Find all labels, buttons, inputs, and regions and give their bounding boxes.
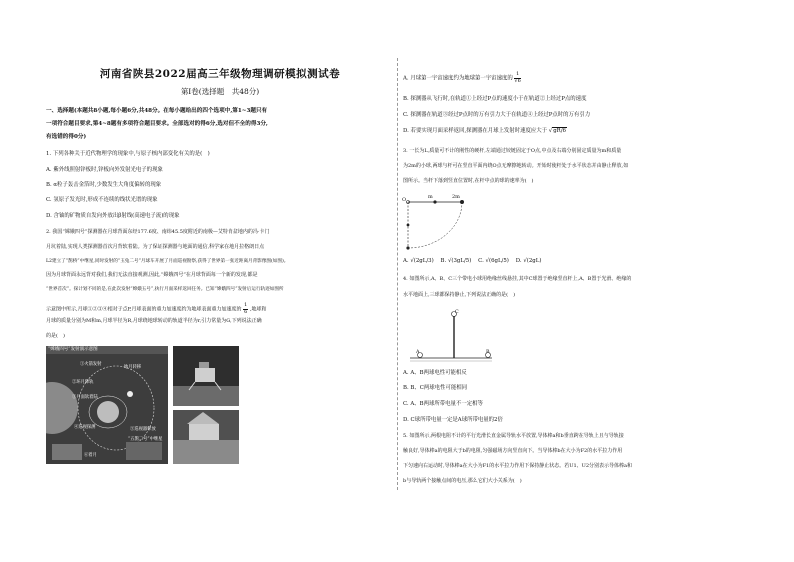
- rover-photo: [173, 410, 239, 464]
- q3-line-1: 3. 一长为L,质量可不计的刚性的硬杆,左端通过铰链固定于O点,中点及右端分别固定质量为m和质量: [403, 148, 622, 154]
- q3-label-2m: 2m: [452, 194, 460, 200]
- q3-options: [403, 258, 541, 265]
- q3-option-c-label: C.: [478, 258, 484, 264]
- q3-option-d-value: √(2gL): [523, 258, 542, 264]
- q5-line-3: 下匀速向右运动时,导体棒a在大小为F1的水平拉力作用下保持静止状态。若U1、U2分别表示导体棒a和: [403, 463, 632, 469]
- lander-photo: [173, 346, 239, 406]
- q3-option-b-value: √(3gL/5): [447, 258, 472, 264]
- q1-option-c: C. 氢原子发光时,形成不连续的线状光谱的现象: [46, 197, 158, 203]
- q5-line-4: b与导轨两个接触点间的电压,那么它们大小关系为( ): [403, 478, 522, 484]
- q2-line-3: L2建立了“鹊桥”中继星,同时发射的“玉兔二号”月球车开展了月面巡视勘察,获得了世界第一张近距离月背影像图(如图)。: [46, 259, 289, 264]
- q2-fraction-one-sixth: $\frac{1}{6}$: [244, 302, 248, 315]
- column-divider: [397, 58, 398, 490]
- q4-label-c: C: [455, 310, 459, 315]
- q2-option-d: [403, 128, 567, 135]
- exam-title: 河南省陕县2022届高三年级物理调研模拟测试卷: [99, 68, 341, 80]
- q2-line-6: [46, 303, 267, 315]
- q3-option-b-label: B.: [440, 258, 447, 264]
- mission-diagram-figure: [46, 346, 168, 464]
- mission-label-5: ④巡视探测: [74, 425, 96, 430]
- q2-line-2: 月坑着陆,实现人类探测器首次月背软着陆。为了保证探测器与地面的通信,科学家在地月拉格朗日点: [46, 244, 265, 250]
- q4-charges-figure: [406, 306, 496, 364]
- q3-option-d-label: D.: [515, 258, 522, 264]
- q1-stem: 1. 下列各种关于近代物理学的现象中,与原子核内部变化有关的是( ): [46, 151, 210, 157]
- q5-line-2: 触良好,导体棒a的电阻大于b的电阻,匀强磁场方向竖直向下。当导体棒b在大小为F2的水平拉力作用: [403, 448, 623, 454]
- mission-label-2: ②环月降轨: [72, 380, 94, 385]
- q1-option-a: A. 紫外线照射锌板时,锌板向外发射光电子的现象: [46, 167, 163, 173]
- q2-option-b: B. 探测器从飞行时,在轨道①上经过P点的速度小于在轨道②上经过P点的速度: [403, 96, 587, 102]
- moon-shape: [97, 401, 119, 423]
- mission-diagram-svg: [46, 346, 168, 464]
- mission-label-8: ⑥着月: [84, 453, 97, 458]
- q2-line-8: 的是( ): [46, 333, 65, 339]
- q3-rod-figure: [400, 192, 470, 252]
- q2-option-d-sqrt: √gR/6: [548, 128, 566, 134]
- q4-option-b: B. B、C两球电性可能相同: [403, 385, 467, 391]
- mission-label-7: “五鹊二号”中继星: [128, 437, 163, 442]
- q3-option-c-value: √(6gL/5): [485, 258, 509, 264]
- q4-line-1: 4. 如图所示,A、B、C三个带电小球用绝缘丝线悬挂,其中C球置于绝缘竖直杆上,A、B置于光滑、绝缘的: [403, 276, 632, 282]
- q2-option-a: [403, 72, 521, 84]
- q2-option-d-text: D. 若要实现月面采样返回,探测器在月球上发射时速度应大于: [403, 128, 548, 134]
- q4-option-c: C. A、B两球所带电量不一定相等: [403, 401, 483, 407]
- q4-option-d: D. C球所带电量一定是A球所带电量的2倍: [403, 417, 503, 423]
- q2-line-6-text: 示意图中所示,月球①②③④相对于点P,月球表面的重力加速度约为地球表面重力加速度的: [46, 306, 242, 313]
- instructions-line-2: 一项符合题目要求,第4~8题有多项符合题目要求。全部选对的得6分,选对但不全的得3分,: [46, 121, 268, 127]
- q3-label-m: m: [428, 194, 433, 200]
- instructions-line-1: 一、选择题(本题共8小题,每小题6分,共48分。在每小题给出的四个选项中,第1~3题只有: [46, 108, 268, 114]
- q2-line-7: 月球的质量分别为M和m,月球半径为R,月球绕地球转动的轨道半径为r,引力常量为G,下列说法正确: [46, 318, 262, 324]
- q2-line-4: 因为月球背面永远背对我们,我们无法直接观测,因此,“嫦娥四号”在月球背面每一个新的发现,都是: [46, 272, 258, 278]
- q3-option-a-value: √(2gL/3): [410, 258, 434, 264]
- mission-label-6: ⑤巡视器释放: [130, 427, 156, 432]
- q4-label-b: B: [486, 350, 490, 355]
- instructions-line-3: 有选错的得0分): [46, 134, 87, 140]
- q4-label-a: A: [416, 350, 420, 355]
- q1-option-b: B. α粒子轰击金箔时,少数发生大角度偏转的现象: [46, 182, 162, 188]
- q1-option-d: D. 含铀的矿物质自发向外放出β射线(高速电子流)的现象: [46, 213, 180, 219]
- q3-option-a-label: A.: [403, 258, 409, 264]
- q4-line-2: 水平地面上,三球都保持静止,下列说法正确的是( ): [403, 292, 516, 298]
- mission-label-3: 地月转移: [124, 365, 142, 370]
- q4-option-a: A. A、B两球电性可能相反: [403, 370, 467, 376]
- q3-label-o: O: [402, 197, 407, 203]
- q5-line-1: 5. 如图所示,两根电阻不计的平行光滑长直金属导轨水平放置,导体棒a和b垂直跨在导轨上且与导轨接: [403, 433, 624, 439]
- q2-line-1: 2. 我国“嫦娥四号”探测器在月球背面东经177.6度、南纬45.5度附近的南极—艾特肯盆地内的冯·卡门: [46, 229, 270, 235]
- mission-label-4: ③月面软着陆: [72, 395, 98, 400]
- q2-option-a-fraction: $\frac{1}{√6}$: [514, 71, 521, 84]
- q2-line-6-tail: ,地球和: [249, 306, 267, 313]
- mission-label-1: ①火箭发射: [80, 362, 102, 367]
- q3-line-3: 图所示。当杆下落到竖直位置时,在杆中点的球的速率为( ): [403, 178, 534, 184]
- q2-option-a-text: A. 月球第一宇宙速度约为地球第一宇宙速度的: [403, 75, 513, 82]
- section-subtitle: 第Ⅰ卷(选择题 共48分): [180, 87, 260, 96]
- mission-diagram-heading: “嫦娥四号”发射演示意图: [48, 347, 98, 352]
- q2-option-c: C. 探测器在轨道③经过P点时的万有引力大于在轨道④上经过P点时的万有引力: [403, 112, 591, 118]
- q2-line-5: “世界首次”。探计划不同的是,在此次发射“嫦娥五号”,执行月面采样返回任务。已知“嫦娥四号”发射后运行轨迹如图所: [46, 287, 284, 292]
- q3-line-2: 为2m的小球,两球与杆可在竖直平面内绕O点无摩擦地转动。开始时使杆处于水平状态并由静止释放,如: [403, 163, 629, 169]
